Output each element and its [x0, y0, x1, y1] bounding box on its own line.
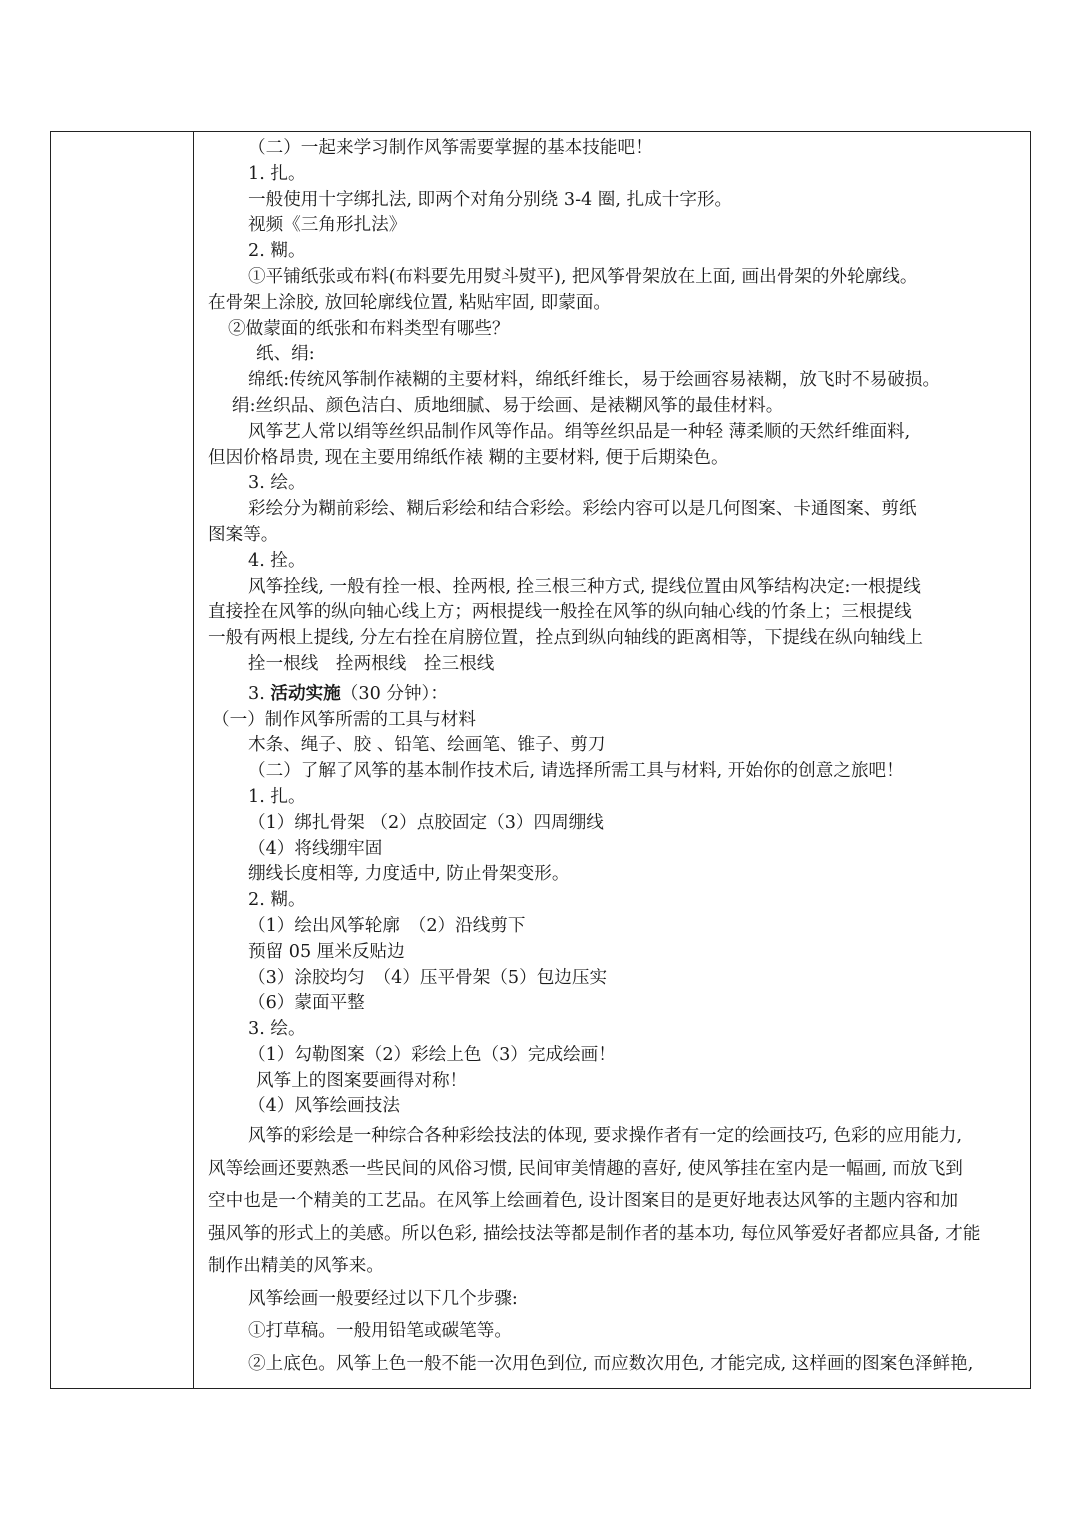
step-heading: 2. 糊。 [248, 890, 306, 911]
step-heading: 4. 拴。 [248, 550, 306, 571]
text-line: 强风筝的形式上的美感。所以色彩, 描绘技法等都是制作者的基本功, 每位风筝爱好者都应具备, 才能 [208, 1223, 981, 1244]
text-line: 风筝上的图案要画得对称！ [256, 1070, 468, 1091]
text-line: 一般使用十字绑扎法, 即两个对角分别绕 3-4 圈, 扎成十字形。 [248, 189, 733, 210]
text-line: 图案等。 [208, 524, 279, 545]
section-heading: （一）制作风筝所需的工具与材料 [212, 709, 476, 730]
text-line: （3）涂胶均匀 （4）压平骨架（5）包边压实 [248, 967, 608, 988]
right-column [194, 132, 1030, 1388]
step-heading: 3. 绘。 [248, 1019, 306, 1040]
activity-number: 3. [248, 683, 265, 704]
text-line: 风筝拴线, 一般有拴一根、拴两根, 拴三根三种方式, 提线位置由风筝结构决定:一根提线 [248, 576, 921, 597]
video-link: 视频《三角形扎法》 [248, 215, 407, 236]
section-heading: （二）了解了风筝的基本制作技术后, 请选择所需工具与材料, 开始你的创意之旅吧！ [248, 761, 904, 782]
text-line: 一般有两根上提线, 分左右拴在肩膀位置，拴点到纵向轴线的距离相等，下提线在纵向轴线上 [208, 628, 923, 649]
step-heading: 1. 扎。 [248, 786, 306, 807]
text-line: ①打草稿。一般用铅笔或碳笔等。 [248, 1321, 512, 1342]
text-line: （1）绘出风筝轮廓 （2）沿线剪下 [248, 915, 526, 936]
text-line: 绵纸:传统风筝制作裱糊的主要材料，绵纸纤维长，易于绘画容易裱糊，放飞时不易破损。 [248, 370, 941, 391]
question-line: ②做蒙面的纸张和布料类型有哪些？ [228, 318, 510, 339]
left-column [51, 132, 194, 1388]
text-line: （4）将线绷牢固 [248, 838, 383, 859]
text-line: （1）勾勒图案（2）彩绘上色（3）完成绘画！ [248, 1044, 616, 1065]
text-line: 风筝的彩绘是一种综合各种彩绘技法的体现, 要求操作者有一定的绘画技巧, 色彩的应用能力, [248, 1126, 963, 1147]
text-line: 制作出精美的风筝来。 [208, 1256, 384, 1277]
step-heading: 1. 扎。 [248, 163, 306, 184]
activity-title: 活动实施 [270, 683, 341, 704]
text-line: ②上底色。风筝上色一般不能一次用色到位, 而应数次用色, 才能完成, 这样画的图案色泽鲜艳, [248, 1353, 974, 1374]
step-heading: 2. 糊。 [248, 241, 306, 262]
text-line: （4）风筝绘画技法 [248, 1096, 400, 1117]
text-line: 风等绘画还要熟悉一些民间的风俗习惯, 民间审美情趣的喜好, 使风筝挂在室内是一幅画, 而放飞到 [208, 1158, 963, 1179]
section-heading: （二）一起来学习制作风筝需要掌握的基本技能吧！ [248, 138, 653, 158]
text-line: 但因价格昂贵, 现在主要用绵纸作裱 糊的主要材料, 便于后期染色。 [208, 447, 729, 468]
step-heading: 3. 绘。 [248, 473, 306, 494]
text-line: 彩绘分为糊前彩绘、糊后彩绘和结合彩绘。彩绘内容可以是几何图案、卡通图案、剪纸 [248, 499, 917, 520]
text-line: 风筝绘画一般要经过以下几个步骤: [248, 1288, 518, 1309]
text-line: 在骨架上涂胶, 放回轮廓线位置, 粘贴牢固, 即蒙面。 [208, 292, 612, 313]
text-line: （1）绑扎骨架 （2）点胶固定（3）四周绷线 [248, 812, 604, 833]
text-line: 预留 05 厘米反贴边 [248, 941, 405, 962]
text-line: 风筝艺人常以绢等丝织品制作风等作品。绢等丝织品是一种轻 薄柔顺的天然纤维面料, [248, 421, 911, 442]
text-line: 纸、绢: [256, 344, 315, 365]
text-line: ①平铺纸张或布料(布料要先用熨斗熨平), 把风筝骨架放在上面, 画出骨架的外轮廓线。 [248, 266, 918, 287]
text-line: 绢:丝织品、颜色洁白、质地细腻、易于绘画、是裱糊风筝的最佳材料。 [232, 395, 784, 416]
activity-heading [208, 682, 1020, 708]
text-line: （6）蒙面平整 [248, 993, 365, 1014]
text-line: 直接拴在风筝的纵向轴心线上方；两根提线一般拴在风筝的纵向轴心线的竹条上；三根提线 [208, 602, 912, 623]
content-table [50, 131, 1031, 1389]
text-line: 木条、绳子、胶 、铅笔、绘画笔、锥子、剪刀 [248, 735, 606, 756]
text-line: 绷线长度相等, 力度适中, 防止骨架变形。 [248, 864, 570, 885]
text-line: 空中也是一个精美的工艺品。在风筝上绘画着色, 设计图案目的是更好地表达风筝的主题内容和加 [208, 1191, 959, 1212]
activity-duration: （30 分钟）： [340, 683, 448, 704]
text-line: 拴一根线 拴两根线 拴三根线 [248, 653, 495, 674]
